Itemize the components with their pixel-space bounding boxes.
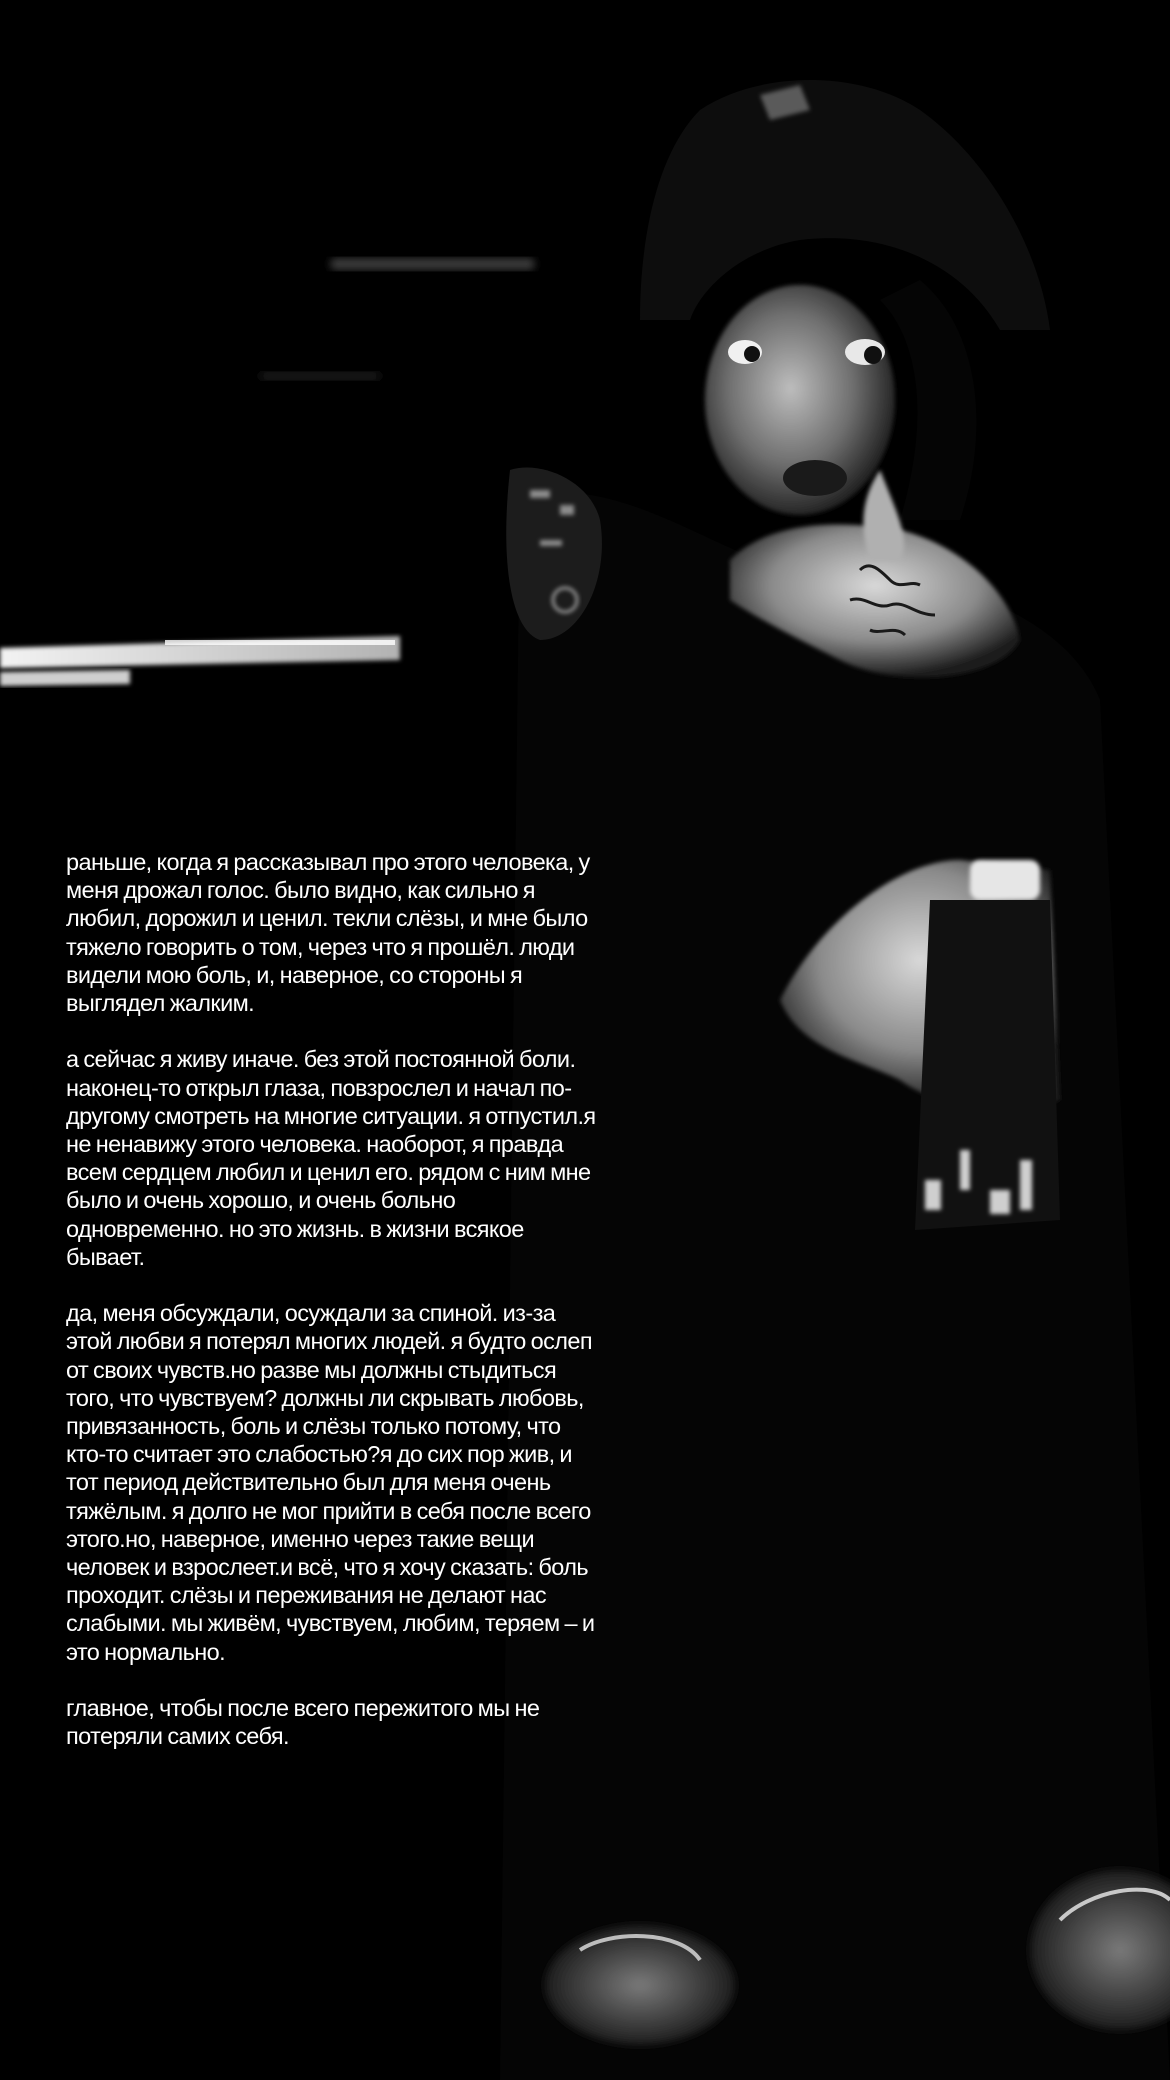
caption-paragraph: а сейчас я живу иначе. без этой постоянной боли. наконец-то открыл глаза, повзрослел и начал по-другому смотреть на многие ситуации. я отпустил.я не ненавижу этого человека. наоборот, я правда всем сердцем любил и ценил его. рядом с ним мне было и очень хорошо, и очень больно одновременно. но это жизнь. в жизни всякое бывает. — [66, 1046, 596, 1270]
caption-paragraph: главное, чтобы после всего пережитого мы не потеряли самих себя. — [66, 1695, 540, 1750]
story-caption — [66, 848, 602, 1750]
caption-paragraph: да, меня обсуждали, осуждали за спиной. из-за этой любви я потерял многих людей. я будто ослеп от своих чувств.но разве мы должны стыдиться того, что чувствуем? должны ли скрывать любовь, привязанность, боль и слёзы только потому, что кто-то считает это слабостью?я до сих пор жив, и тот период действительно был для меня очень тяжёлым. я долго не мог прийти в себя после всего этого.но, наверное, именно через такие вещи человек и взрослеет.и всё, что я хочу сказать: боль проходит. слёзы и переживания не делают нас слабыми. мы живём, чувствуем, любим, теряем – и это нормально. — [66, 1300, 595, 1665]
caption-paragraph: раньше, когда я рассказывал про этого человека, у меня дрожал голос. было видно, как сильно я любил, дорожил и ценил. текли слёзы, и мне было тяжело говорить о том, через что я прошёл. люди видели мою боль, и, наверное, со стороны я выглядел жалким. — [66, 849, 590, 1017]
